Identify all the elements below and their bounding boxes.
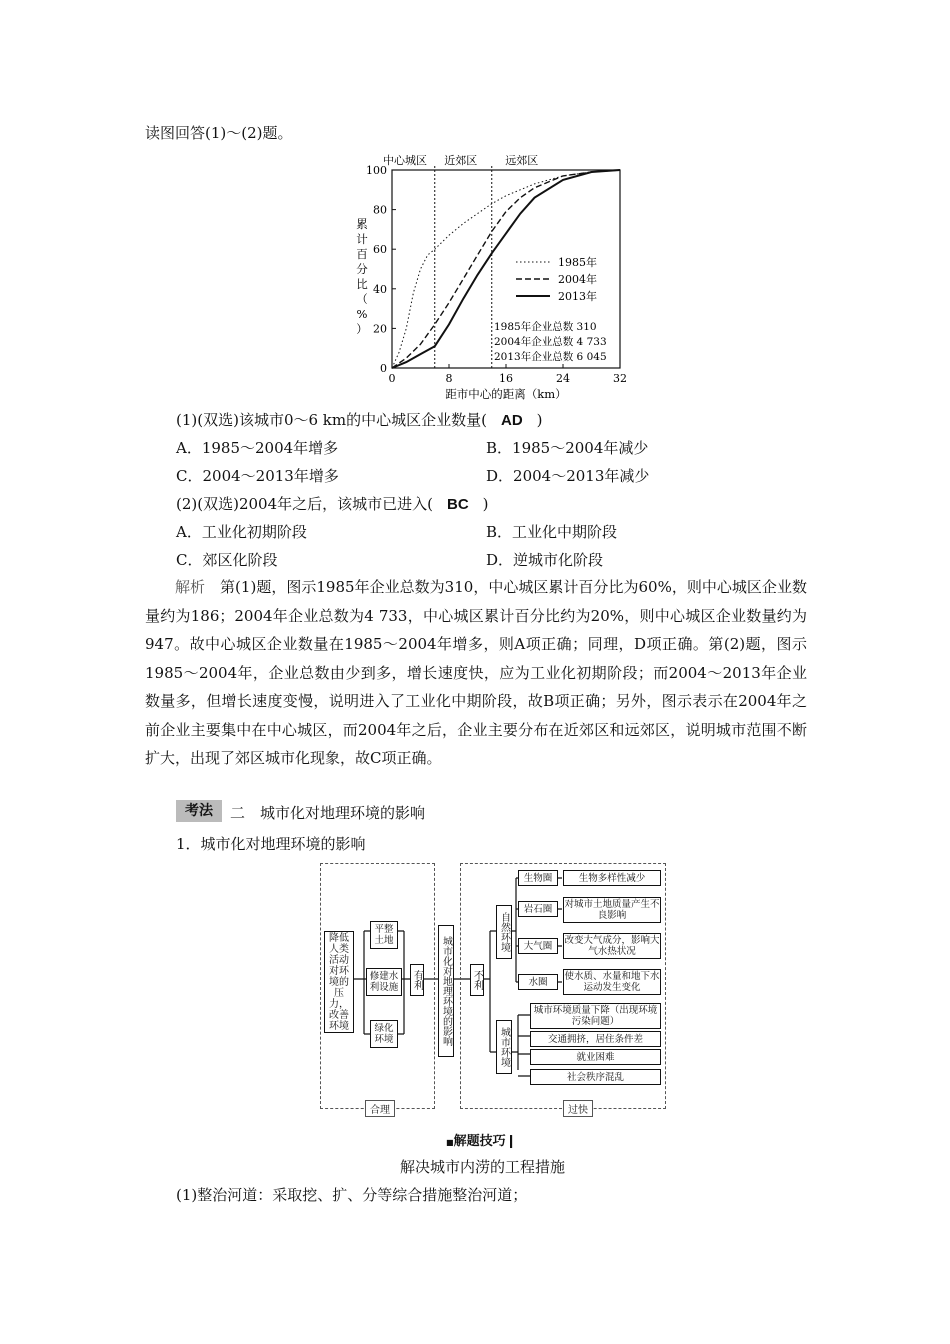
q1-option-b: B．1985～2004年减少 — [486, 439, 649, 457]
y-tick-label: 80 — [373, 203, 387, 217]
y-axis-label-char: 计 — [356, 232, 368, 246]
y-axis-label-char: % — [356, 307, 368, 321]
total-annotation: 2004年企业总数 4 733 — [494, 336, 607, 348]
tips-title: 解决城市内涝的工程措施 — [400, 1158, 566, 1176]
left-root-box: 降低人类活动对环境的压力，改善环境 — [324, 931, 354, 1033]
y-axis-label-char: ） — [356, 322, 368, 336]
x-tick-label: 8 — [445, 372, 453, 385]
water-facility-box: 修建水利设施 — [366, 968, 402, 996]
total-annotation: 2013年企业总数 6 045 — [494, 351, 607, 363]
effect-water: 使水质、水量和地下水运动发生变化 — [564, 971, 660, 993]
q1-answer: AD — [500, 412, 523, 429]
urban-effect-2: 交通拥挤，居住条件差 — [530, 1031, 661, 1047]
analysis-paragraph: 解析 第(1)题，图示1985年企业总数为310，中心城区累计百分比为60%，则中心城区企业数量约为186；2004年企业总数为4 733，中心城区累计百分比约为20%，则中心城区企业数量约为947。故中心城区企业数量在1985～2004年增多，则A项正确；同理，D项正确。第(2)题，图示1985～2004年，企业总数由少到多，增长速度快，应为工业化初期阶段；而2004～2013年企业数量多，但增长速度变慢，说明进入了工业化中期阶段，故B项正确；另外，图示表示在2004年之前企业主要集中在中心城区，而2004年之后，企业主要分布在近郊区和远郊区，说明城市范围不断扩大，出现了郊区城市化现象，故C项正确。 — [145, 578, 807, 767]
y-axis-label-char: （ — [356, 292, 368, 306]
x-tick-label: 16 — [499, 372, 513, 385]
y-tick-label: 20 — [373, 322, 387, 336]
urban-effect-4: 社会秩序混乱 — [530, 1069, 661, 1085]
effect-rock: 对城市土地质量产生不良影响 — [564, 899, 660, 921]
sphere-bio: 生物圈 — [518, 870, 558, 886]
y-tick-label: 100 — [366, 164, 387, 177]
too-fast-caption: 过快 — [563, 1100, 593, 1117]
x-tick-label: 0 — [388, 372, 396, 385]
benefit-box: 有利 — [410, 964, 424, 996]
y-tick-label: 0 — [380, 362, 387, 375]
analysis-tag: 解析 — [175, 578, 206, 596]
effect-air: 改变大气成分，影响大气水热状况 — [564, 935, 660, 957]
greening-box: 绿化环境 — [370, 1020, 398, 1048]
q2-option-d: D．逆城市化阶段 — [486, 551, 604, 569]
sphere-rock: 岩石圈 — [518, 901, 558, 917]
legend-label: 2013年 — [558, 290, 597, 303]
sphere-water: 水圈 — [518, 974, 558, 990]
urban-effect-3: 就业困难 — [530, 1049, 661, 1065]
natural-env-box: 自然环境 — [496, 905, 512, 959]
q1-option-d: D．2004～2013年减少 — [486, 467, 650, 485]
q1-option-c: C．2004～2013年增多 — [176, 467, 339, 485]
legend-label: 2004年 — [558, 273, 597, 286]
section-badge: 考法 — [176, 800, 222, 822]
level-land-box: 平整土地 — [370, 921, 398, 949]
reasonable-caption: 合理 — [365, 1100, 395, 1117]
center-box: 城市化对地理环境的影响 — [438, 925, 454, 1057]
y-axis-label-char: 百 — [356, 247, 368, 261]
region-label: 中心城区 — [383, 154, 427, 167]
harm-box: 不利 — [470, 964, 484, 996]
x-axis-label: 距市中心的距离（km） — [445, 387, 567, 401]
region-label: 远郊区 — [505, 154, 539, 167]
x-tick-label: 24 — [556, 372, 570, 385]
subsection-title: 1．城市化对地理环境的影响 — [176, 835, 366, 853]
intro-text: 读图回答(1)～(2)题。 — [145, 124, 293, 142]
sphere-air: 大气圈 — [518, 938, 558, 954]
q2-answer: BC — [446, 496, 469, 513]
section-title: 二 城市化对地理环境的影响 — [230, 804, 426, 822]
q1-option-a: A．1985～2004年增多 — [176, 439, 339, 457]
urban-env-box: 城市环境 — [496, 1020, 512, 1074]
urban-effect-1: 城市环境质量下降（出现环境污染问题） — [530, 1003, 661, 1029]
y-axis-label-char: 比 — [356, 277, 368, 291]
cumulative-chart — [350, 148, 640, 408]
tips-item-1: (1)整治河道：采取挖、扩、分等综合措施整治河道； — [176, 1186, 528, 1204]
q1-stem: (1)(双选)该城市0～6 km的中心城区企业数量( AD ) — [176, 411, 543, 429]
legend-label: 1985年 — [558, 256, 597, 269]
q2-option-a: A．工业化初期阶段 — [176, 523, 307, 541]
region-label: 近郊区 — [444, 154, 478, 167]
y-tick-label: 40 — [373, 282, 387, 296]
x-tick-label: 32 — [613, 372, 627, 385]
tips-badge: ■解题技巧❙ — [446, 1134, 517, 1149]
q2-option-b: B．工业化中期阶段 — [486, 523, 618, 541]
y-tick-label: 60 — [373, 243, 387, 257]
q2-option-c: C．郊区化阶段 — [176, 551, 278, 569]
y-axis-label-char: 分 — [356, 262, 368, 276]
q2-stem: (2)(双选)2004年之后，该城市已进入( BC ) — [176, 495, 489, 513]
total-annotation: 1985年企业总数 310 — [494, 321, 597, 333]
y-axis-label-char: 累 — [356, 217, 368, 231]
effect-bio: 生物多样性减少 — [563, 870, 661, 886]
